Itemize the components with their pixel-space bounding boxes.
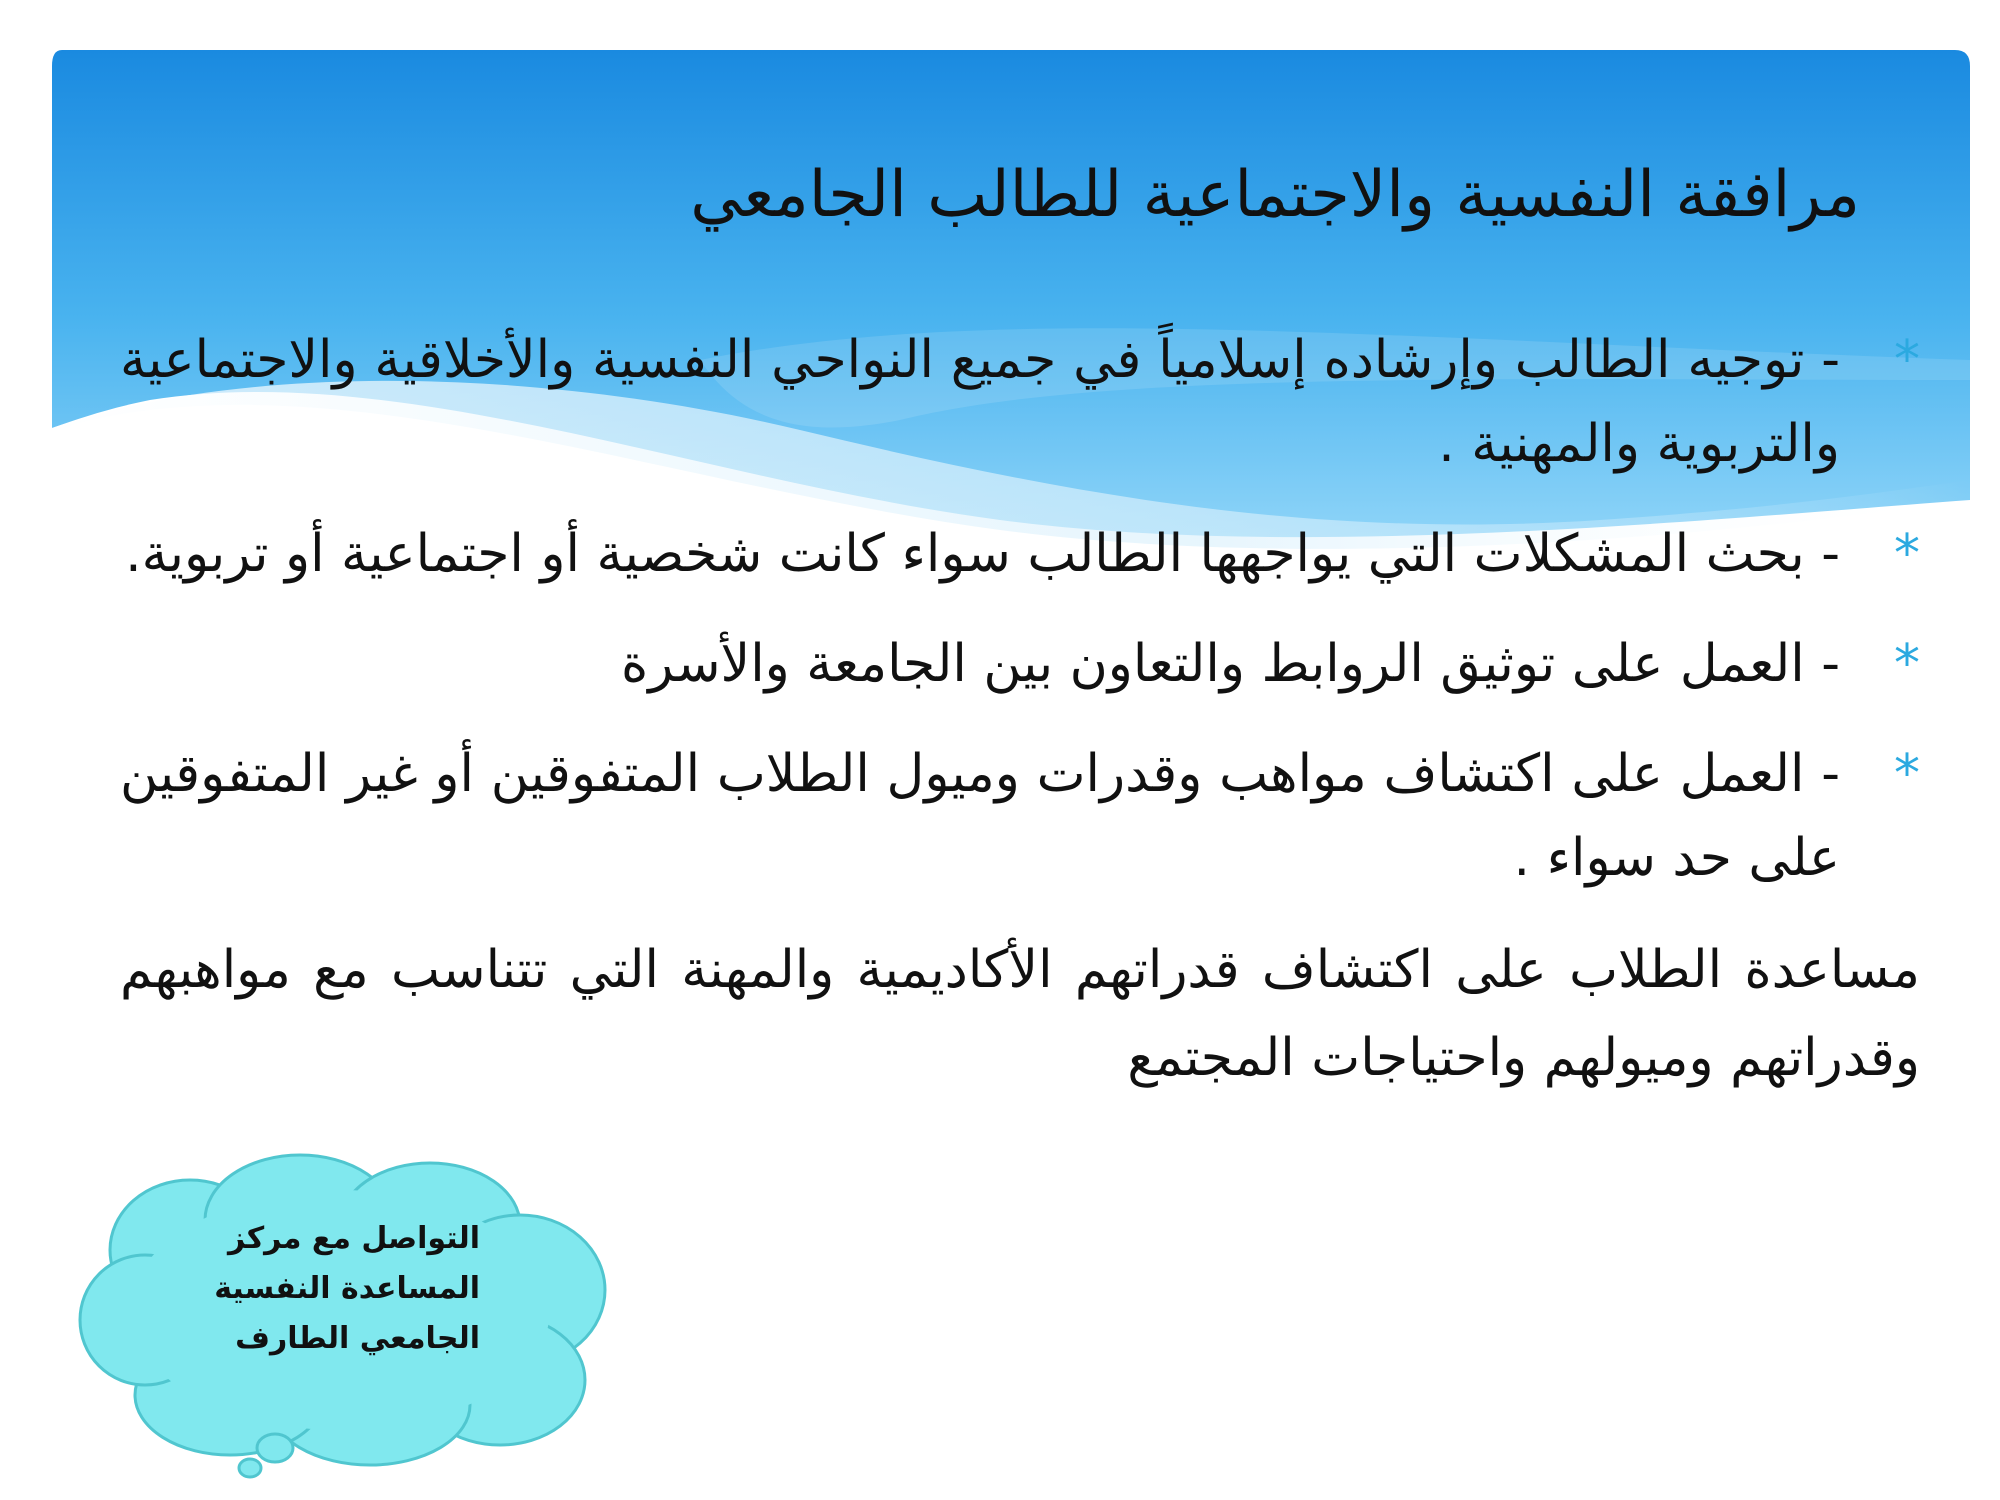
asterisk-icon: *	[1894, 330, 1920, 390]
asterisk-icon: *	[1894, 634, 1920, 694]
callout-line-2: المساعدة النفسية	[214, 1271, 480, 1306]
asterisk-icon: *	[1894, 524, 1920, 584]
bullet-item-3	[120, 622, 1920, 706]
closing-paragraph: مساعدة الطلاب على اكتشاف قدراتهم الأكاديمية والمهنة التي تتناسب مع مواهبهم وقدراتهم وميولهم واحتياجات المجتمع	[120, 940, 1920, 1088]
asterisk-icon: *	[1894, 744, 1920, 804]
cloud-callout-text	[150, 1214, 480, 1364]
callout-line-1: التواصل مع مركز	[228, 1221, 480, 1256]
bullet-text: - توجيه الطالب وإرشاده إسلامياً في جميع النواحي النفسية والأخلاقية والاجتماعية والتربوية والمهنية .	[120, 330, 1840, 474]
slide-title: مرافقة النفسية والاجتماعية للطالب الجامعي	[690, 158, 1860, 232]
content-body	[120, 318, 1920, 1102]
bullet-item-1	[120, 318, 1920, 486]
bullet-item-4	[120, 732, 1920, 900]
bullet-text: - بحث المشكلات التي يواجهها الطالب سواء كانت شخصية أو اجتماعية أو تربوية.	[125, 524, 1840, 584]
bullet-text: - العمل على توثيق الروابط والتعاون بين الجامعة والأسرة	[621, 634, 1840, 694]
callout-line-3: الجامعي الطارف	[235, 1321, 480, 1356]
bullet-item-2	[120, 512, 1920, 596]
bullet-text: - العمل على اكتشاف مواهب وقدرات وميول الطلاب المتفوقين أو غير المتفوقين على حد سواء .	[120, 744, 1840, 888]
